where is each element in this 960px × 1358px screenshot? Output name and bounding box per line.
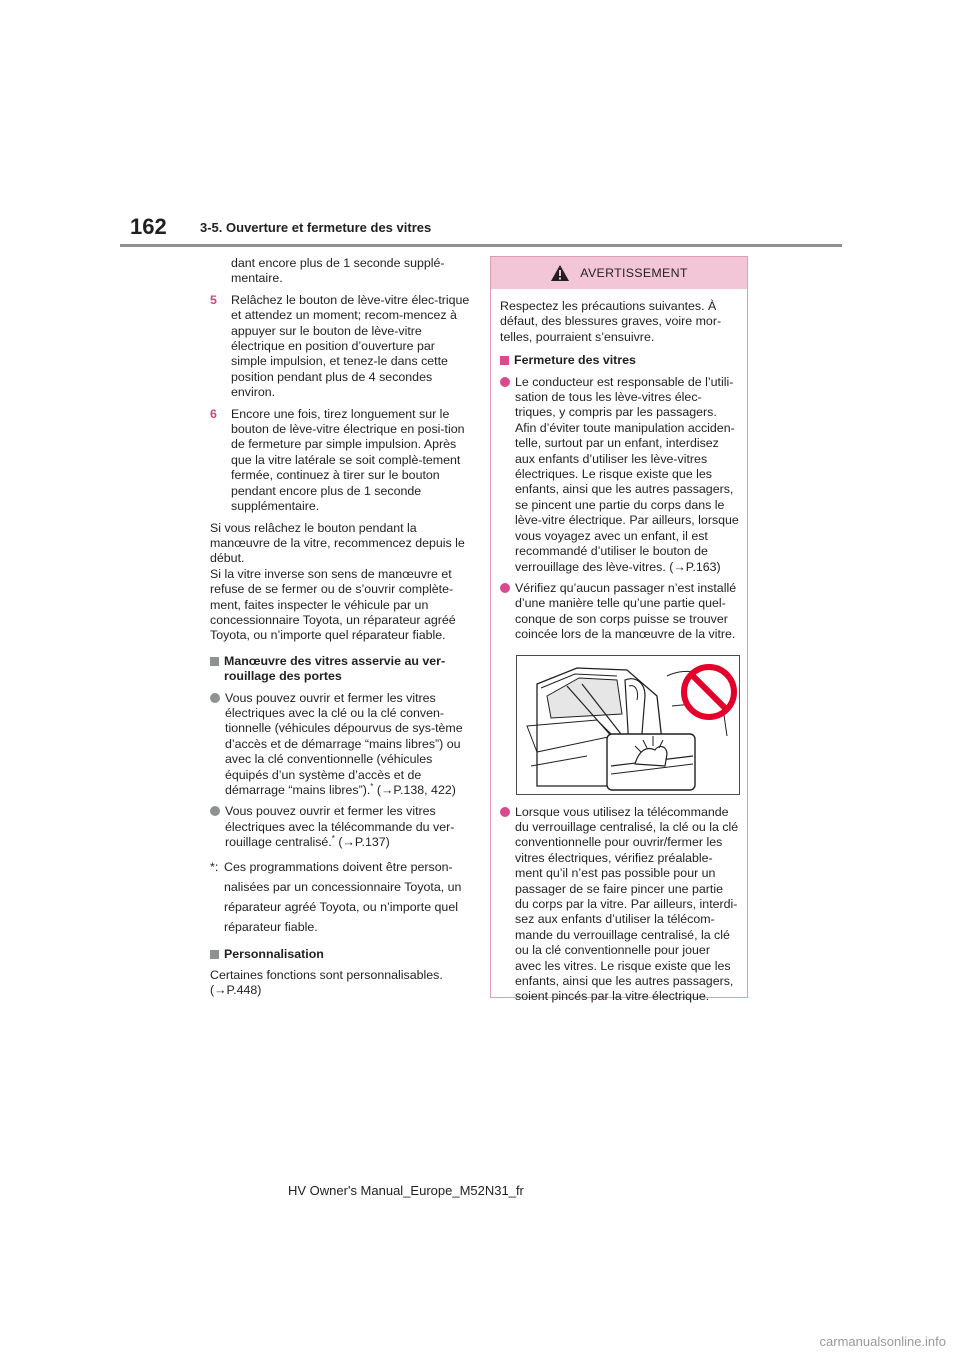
pinch-hazard-illustration — [516, 655, 740, 795]
bullet-text: Vous pouvez ouvrir et fermer les vitres électriques avec la clé ou la clé conven-tionnelle (véhicules dépourvus de sys-tème d’accès et de démarrage “mains libres”) ou avec la clé conventionnelle (véhicules équipés d’un système d’accès et de démarrage “mains libres”). — [225, 690, 463, 797]
warning-bullet — [500, 805, 739, 1005]
square-bullet-icon — [500, 356, 509, 365]
car-interior-drawing — [517, 656, 739, 794]
footnote — [210, 857, 472, 937]
step-text: Relâchez le bouton de lève-vitre élec-trique et attendez un moment; recom-mencez à appuyer sur le bouton de lève-vitre électrique en position d’ouverture par simple impulsion, et tenez-le dans cette position pendant plus de 4 secondes environ. — [231, 292, 470, 400]
retry-paragraph: Si vous relâchez le bouton pendant la manœuvre de la vitre, recommencez depuis le début. — [210, 520, 465, 566]
bullet-text: Vous pouvez ouvrir et fermer les vitres électriques avec la télécommande du ver-rouillage centralisé. — [225, 804, 455, 850]
asterisk-mark: * — [331, 834, 335, 844]
watermark: carmanualsonline.info — [819, 1334, 946, 1349]
step-number: 6 — [210, 406, 217, 421]
step-5 — [210, 293, 472, 401]
window-closing-heading — [500, 353, 739, 368]
heading-text: Personnalisation — [224, 946, 324, 961]
bullet-text: Vérifiez qu’aucun passager n’est installé d’une manière telle qu’une partie quel-conque de son corps puisse se trouver coincée lors de la manœuvre de la vitre. — [515, 580, 737, 642]
heading-text: Manœuvre des vitres asservie au ver-rouillage des portes — [224, 653, 446, 684]
heading-text: Fermeture des vitres — [514, 353, 636, 368]
continuation-text: dant encore plus de 1 seconde supplé-mentaire. — [231, 256, 445, 286]
warning-triangle-icon — [550, 264, 570, 282]
warning-header — [491, 257, 747, 289]
footnote-mark: *: — [210, 859, 219, 874]
warning-title: AVERTISSEMENT — [580, 266, 688, 280]
page-ref-link[interactable]: (→P.138, 422) — [376, 783, 456, 797]
bullet-text: Le conducteur est responsable de l’utili-sation de tous les lève-vitres élec-triques, y compris par les passagers. Afin d’éviter toute manipulation acciden-telle, surtout par un enfant, interdisez aux enfants d’utiliser les lève-vitres électriques. Le risque existe que les enfants, ainsi que les autres passagers, se pincent une partie du corps dans le lève-vitre électrique. Par ailleurs, lorsque vous voyagez avec un enfant, il est recommandé d’utiliser le bouton de verrouillage des lève-vitres. (→P.163) — [515, 374, 739, 574]
page-ref-link[interactable]: (→P.137) — [338, 835, 390, 850]
step-6 — [210, 407, 472, 515]
circle-bullet-icon — [500, 807, 510, 817]
left-column — [210, 256, 472, 1005]
page-ref-link[interactable]: (→P.448) — [210, 983, 262, 998]
square-bullet-icon — [210, 950, 219, 959]
door-lock-heading — [210, 654, 472, 685]
bullet-remote-operation — [210, 804, 472, 850]
page-number: 162 — [130, 214, 167, 239]
warning-intro: Respectez les précautions suivantes. À défaut, des blessures graves, voire mor-telles, pourraient s’ensuivre. — [500, 299, 722, 344]
section-title: 3-5. Ouverture et fermeture des vitres — [200, 220, 432, 235]
square-bullet-icon — [210, 657, 219, 666]
warning-box — [490, 256, 748, 1004]
warning-bullet — [500, 581, 739, 643]
manual-footer: HV Owner's Manual_Europe_M52N31_fr — [288, 1183, 524, 1198]
inspection-paragraph: Si la vitre inverse son sens de manœuvre et refuse de se fermer ou de s’ouvrir complète-ment, faites inspecter le véhicule par un concessionnaire Toyota, un réparateur agréé Toyota, ou n’importe quel réparateur fiable. — [210, 566, 456, 643]
step-text: Encore une fois, tirez longuement sur le bouton de lève-vitre électrique en posi-tion de fermeture par simple impulsion. Après que la vitre latérale se soit complè-tement fermée, continuez à tirer sur le bouton pendant encore plus de 1 seconde supplémentaire. — [231, 406, 465, 514]
asterisk-mark: * — [370, 781, 374, 791]
bullet-text: Lorsque vous utilisez la télécommande du verrouillage centralisé, la clé ou la clé conventionnelle pour ouvrir/fermer les vitres électriques, vérifiez préalable-ment qu’il n’est pas possible pour un passager de se faire pincer une partie du corps par la vitre. Par ailleurs, interdi-sez aux enfants d’utiliser la télécom-mande du verrouillage centralisé, la clé ou la clé conventionnelle pour jouer avec les vitres. Le risque existe que les enfants, ainsi que les autres passagers, soient pincés par la vitre électrique. — [515, 804, 739, 1004]
step-number: 5 — [210, 292, 217, 307]
header-divider — [120, 244, 842, 247]
personalization-heading — [210, 947, 472, 962]
bullet-key-operation — [210, 691, 472, 799]
footnote-text: Ces programmations doivent être person-nalisées par un concessionnaire Toyota, un réparateur agréé Toyota, ou n’importe quel réparateur fiable. — [224, 859, 462, 934]
circle-bullet-icon — [210, 806, 220, 816]
circle-bullet-icon — [500, 377, 510, 387]
circle-bullet-icon — [210, 693, 220, 703]
circle-bullet-icon — [500, 583, 510, 593]
personalization-text: Certaines fonctions sont personnalisables. — [210, 968, 443, 983]
warning-bullet — [500, 375, 739, 575]
